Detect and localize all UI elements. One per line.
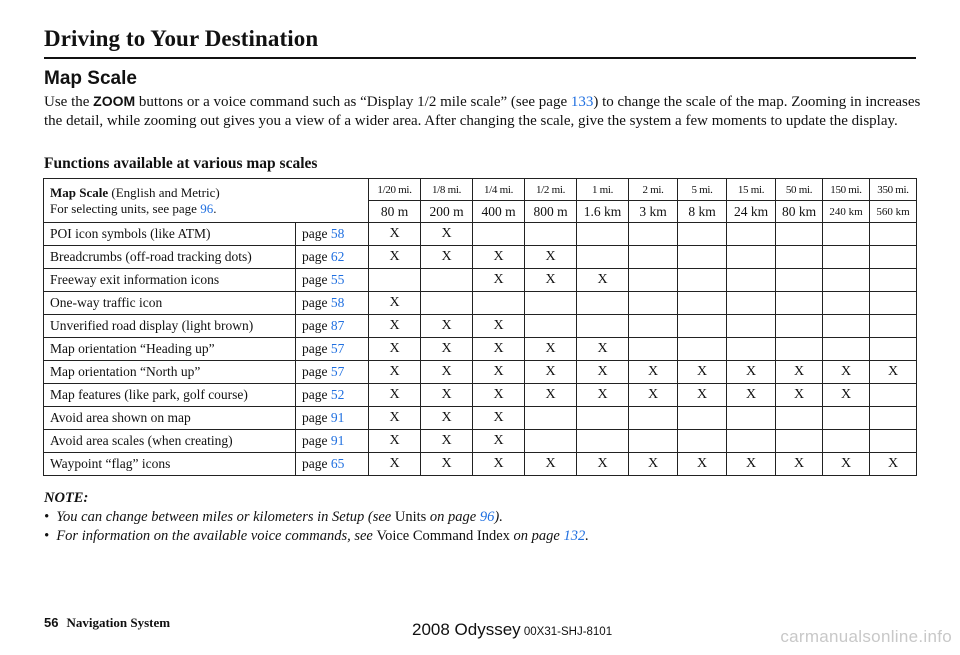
page-header-title: Driving to Your Destination <box>44 26 319 51</box>
page-prefix: page <box>302 249 331 264</box>
feature-name: Unverified road display (light brown) <box>44 315 296 338</box>
availability-mark: X <box>369 384 421 407</box>
availability-mark: X <box>577 361 629 384</box>
availability-mark: X <box>473 430 525 453</box>
page-link[interactable]: 57 <box>330 341 345 356</box>
page-prefix: page <box>302 433 331 448</box>
availability-mark <box>678 430 727 453</box>
availability-mark <box>823 269 870 292</box>
availability-mark <box>629 223 678 246</box>
footer-model-name: 2008 Odyssey <box>412 620 521 639</box>
page-link[interactable]: 87 <box>330 318 345 333</box>
availability-mark: X <box>629 361 678 384</box>
availability-mark: X <box>776 361 823 384</box>
availability-mark: X <box>525 338 577 361</box>
scale-miles-header: 350 mi. <box>870 179 917 201</box>
zoom-button-word: ZOOM <box>93 93 136 109</box>
availability-mark <box>577 292 629 315</box>
availability-mark: X <box>421 315 473 338</box>
feature-page-ref <box>296 338 369 361</box>
availability-mark <box>823 430 870 453</box>
availability-mark: X <box>823 384 870 407</box>
page-link-133[interactable]: 133 <box>570 94 594 110</box>
availability-mark: X <box>421 246 473 269</box>
availability-mark <box>776 246 823 269</box>
footer-left <box>44 615 170 631</box>
page-prefix: page <box>302 341 331 356</box>
availability-mark: X <box>421 338 473 361</box>
page-link[interactable]: 62 <box>330 249 345 264</box>
availability-mark <box>678 315 727 338</box>
scale-km-header: 800 m <box>525 201 577 223</box>
availability-mark: X <box>525 246 577 269</box>
feature-page-ref <box>296 269 369 292</box>
scale-km-header: 1.6 km <box>577 201 629 223</box>
availability-mark <box>823 315 870 338</box>
feature-name: Avoid area shown on map <box>44 407 296 430</box>
availability-mark <box>823 292 870 315</box>
availability-mark: X <box>369 338 421 361</box>
scale-miles-header: 150 mi. <box>823 179 870 201</box>
availability-mark <box>870 338 917 361</box>
availability-mark <box>727 315 776 338</box>
page-link[interactable]: 57 <box>330 364 345 379</box>
note-1-pre: You can change between miles or kilometers in Setup (see <box>56 509 395 525</box>
availability-mark: X <box>473 338 525 361</box>
availability-mark: X <box>369 246 421 269</box>
header-rule <box>44 57 916 59</box>
availability-mark: X <box>678 361 727 384</box>
feature-page-ref <box>296 407 369 430</box>
scale-miles-header: 1/4 mi. <box>473 179 525 201</box>
page-link-96-note[interactable]: 96 <box>479 509 495 525</box>
availability-mark: X <box>369 430 421 453</box>
feature-page-ref <box>296 430 369 453</box>
availability-mark: X <box>369 361 421 384</box>
scale-miles-header: 1/8 mi. <box>421 179 473 201</box>
feature-page-ref <box>296 453 369 476</box>
scale-miles-header: 1 mi. <box>577 179 629 201</box>
scale-km-header: 3 km <box>629 201 678 223</box>
page-prefix: page <box>302 387 331 402</box>
availability-mark: X <box>473 246 525 269</box>
footer-model <box>412 620 612 640</box>
scale-km-header: 8 km <box>678 201 727 223</box>
availability-mark: X <box>678 384 727 407</box>
availability-mark: X <box>727 361 776 384</box>
page-prefix: page <box>302 410 331 425</box>
availability-mark <box>525 315 577 338</box>
availability-mark <box>870 315 917 338</box>
page-prefix: page <box>302 318 331 333</box>
feature-name: One-way traffic icon <box>44 292 296 315</box>
availability-mark <box>776 223 823 246</box>
scale-km-header: 80 m <box>369 201 421 223</box>
intro-text-2: buttons or a voice command such as “Display 1/2 mile scale” (see page <box>135 94 571 110</box>
intro-text-3: ) to change the scale of the map. Zooming in increases the detail, while zooming out gives you a view of a wider area. After changing the scale, give the system a few moments to update the display. <box>44 94 921 129</box>
note-1-mid: on page <box>426 509 480 525</box>
page-link[interactable]: 91 <box>330 433 345 448</box>
availability-mark: X <box>776 453 823 476</box>
availability-mark: X <box>473 361 525 384</box>
note-1-post: ). <box>494 509 503 525</box>
availability-mark <box>776 269 823 292</box>
availability-mark <box>678 338 727 361</box>
feature-name: Map orientation “Heading up” <box>44 338 296 361</box>
availability-mark: X <box>823 361 870 384</box>
availability-mark <box>727 292 776 315</box>
table-row <box>44 223 917 246</box>
availability-mark <box>678 292 727 315</box>
availability-mark: X <box>421 453 473 476</box>
availability-mark <box>870 246 917 269</box>
page-link[interactable]: 58 <box>330 295 345 310</box>
note-2-ref: Voice Command Index <box>376 528 510 544</box>
table-row <box>44 361 917 384</box>
availability-mark: X <box>577 269 629 292</box>
availability-mark <box>577 315 629 338</box>
availability-mark <box>629 269 678 292</box>
watermark: carmanualsonline.info <box>780 627 952 646</box>
availability-mark: X <box>421 361 473 384</box>
availability-mark <box>776 430 823 453</box>
availability-mark <box>678 223 727 246</box>
page-link[interactable]: 58 <box>330 226 345 241</box>
availability-mark <box>629 292 678 315</box>
feature-page-ref <box>296 315 369 338</box>
availability-mark: X <box>525 269 577 292</box>
scale-km-header: 200 m <box>421 201 473 223</box>
availability-mark: X <box>629 384 678 407</box>
scale-km-header: 400 m <box>473 201 525 223</box>
feature-name: Waypoint “flag” icons <box>44 453 296 476</box>
availability-mark: X <box>823 453 870 476</box>
availability-mark <box>629 338 678 361</box>
scale-miles-header: 2 mi. <box>629 179 678 201</box>
availability-mark <box>473 223 525 246</box>
scale-km-header: 560 km <box>870 201 917 223</box>
note-2-post: . <box>585 528 589 544</box>
note-label: NOTE: <box>44 490 89 506</box>
table-row <box>44 246 917 269</box>
scale-miles-header: 5 mi. <box>678 179 727 201</box>
availability-mark <box>629 246 678 269</box>
availability-mark: X <box>525 384 577 407</box>
availability-mark <box>776 315 823 338</box>
availability-mark: X <box>727 384 776 407</box>
availability-mark: X <box>727 453 776 476</box>
availability-mark: X <box>369 407 421 430</box>
availability-mark: X <box>678 453 727 476</box>
availability-mark: X <box>473 453 525 476</box>
feature-name: Freeway exit information icons <box>44 269 296 292</box>
availability-mark: X <box>870 453 917 476</box>
note-1-ref: Units <box>394 509 427 525</box>
availability-mark: X <box>629 453 678 476</box>
availability-mark <box>727 269 776 292</box>
availability-mark: X <box>473 315 525 338</box>
availability-mark <box>577 223 629 246</box>
corner-label-bold: Map Scale <box>50 185 109 200</box>
availability-mark: X <box>369 292 421 315</box>
availability-mark: X <box>421 407 473 430</box>
note-2-mid: on page <box>509 528 564 544</box>
scale-miles-header: 1/20 mi. <box>369 179 421 201</box>
table-row <box>44 269 917 292</box>
availability-mark <box>776 407 823 430</box>
availability-mark <box>577 246 629 269</box>
feature-page-ref <box>296 384 369 407</box>
scale-miles-header: 15 mi. <box>727 179 776 201</box>
section-title: Map Scale <box>44 68 137 89</box>
availability-mark: X <box>870 361 917 384</box>
availability-mark <box>776 338 823 361</box>
scale-km-header: 240 km <box>823 201 870 223</box>
page-link[interactable]: 91 <box>330 410 345 425</box>
corner-label-line2: For selecting units, see page <box>50 201 201 216</box>
page-prefix: page <box>302 456 331 471</box>
availability-mark <box>525 223 577 246</box>
availability-mark <box>870 223 917 246</box>
availability-mark <box>421 292 473 315</box>
intro-paragraph <box>44 92 924 131</box>
scale-km-header: 80 km <box>776 201 823 223</box>
table-title: Functions available at various map scales <box>44 155 318 172</box>
page-prefix: page <box>302 295 331 310</box>
availability-mark: X <box>421 430 473 453</box>
map-scale-table <box>43 178 917 476</box>
availability-mark: X <box>776 384 823 407</box>
table-row <box>44 430 917 453</box>
availability-mark <box>823 246 870 269</box>
availability-mark: X <box>577 453 629 476</box>
page-link-96[interactable]: 96 <box>200 201 214 216</box>
availability-mark <box>727 223 776 246</box>
footer-page-number: 56 <box>44 615 59 630</box>
page-link[interactable]: 55 <box>330 272 345 287</box>
availability-mark <box>678 246 727 269</box>
scale-miles-header: 50 mi. <box>776 179 823 201</box>
availability-mark: X <box>369 223 421 246</box>
page-link-132[interactable]: 132 <box>563 528 586 544</box>
availability-mark: X <box>369 315 421 338</box>
page-prefix: page <box>302 226 331 241</box>
feature-page-ref <box>296 223 369 246</box>
availability-mark <box>629 430 678 453</box>
availability-mark <box>823 338 870 361</box>
scale-km-header: 24 km <box>727 201 776 223</box>
feature-page-ref <box>296 361 369 384</box>
availability-mark: X <box>577 338 629 361</box>
page-link[interactable]: 52 <box>330 387 345 402</box>
scale-corner-label: Map Scale (English and Metric) For selecting units, see page 96. <box>44 179 369 223</box>
intro-text-1: Use the <box>44 94 94 110</box>
feature-name: POI icon symbols (like ATM) <box>44 223 296 246</box>
note-item: • You can change between miles or kilometers in Setup (see Units on page 96). <box>44 509 503 525</box>
availability-mark <box>727 246 776 269</box>
availability-mark <box>870 292 917 315</box>
availability-mark <box>727 407 776 430</box>
availability-mark <box>629 407 678 430</box>
availability-mark <box>525 407 577 430</box>
feature-name: Map features (like park, golf course) <box>44 384 296 407</box>
availability-mark: X <box>421 384 473 407</box>
availability-mark <box>870 407 917 430</box>
table-row <box>44 338 917 361</box>
table-row <box>44 407 917 430</box>
availability-mark <box>577 430 629 453</box>
notes-block <box>44 489 589 546</box>
availability-mark <box>727 430 776 453</box>
availability-mark <box>421 269 473 292</box>
availability-mark <box>525 292 577 315</box>
availability-mark <box>727 338 776 361</box>
feature-page-ref <box>296 292 369 315</box>
table-row <box>44 292 917 315</box>
availability-mark <box>473 292 525 315</box>
note-2-pre: For information on the available voice commands, see <box>56 528 377 544</box>
footer-manual-name: Navigation System <box>66 615 171 630</box>
availability-mark: X <box>473 384 525 407</box>
availability-mark: X <box>473 407 525 430</box>
availability-mark <box>776 292 823 315</box>
availability-mark <box>870 269 917 292</box>
table-row <box>44 453 917 476</box>
page-prefix: page <box>302 364 331 379</box>
availability-mark <box>823 223 870 246</box>
page-link[interactable]: 65 <box>330 456 345 471</box>
feature-name: Breadcrumbs (off-road tracking dots) <box>44 246 296 269</box>
availability-mark <box>577 407 629 430</box>
availability-mark <box>629 315 678 338</box>
corner-label-rest: (English and Metric) <box>108 185 220 200</box>
availability-mark <box>525 430 577 453</box>
availability-mark: X <box>577 384 629 407</box>
availability-mark <box>823 407 870 430</box>
availability-mark: X <box>525 453 577 476</box>
scale-miles-header: 1/2 mi. <box>525 179 577 201</box>
table-row <box>44 384 917 407</box>
availability-mark <box>870 430 917 453</box>
table-row <box>44 315 917 338</box>
feature-name: Avoid area scales (when creating) <box>44 430 296 453</box>
availability-mark <box>678 407 727 430</box>
miles-header-row <box>44 179 917 201</box>
availability-mark: X <box>525 361 577 384</box>
footer-model-code: 00X31-SHJ-8101 <box>520 626 613 638</box>
feature-page-ref <box>296 246 369 269</box>
availability-mark <box>870 384 917 407</box>
availability-mark: X <box>369 453 421 476</box>
availability-mark <box>369 269 421 292</box>
note-item: • For information on the available voice commands, see Voice Command Index on page 132. <box>44 528 589 544</box>
feature-name: Map orientation “North up” <box>44 361 296 384</box>
availability-mark: X <box>421 223 473 246</box>
availability-mark <box>678 269 727 292</box>
page-prefix: page <box>302 272 331 287</box>
availability-mark: X <box>473 269 525 292</box>
